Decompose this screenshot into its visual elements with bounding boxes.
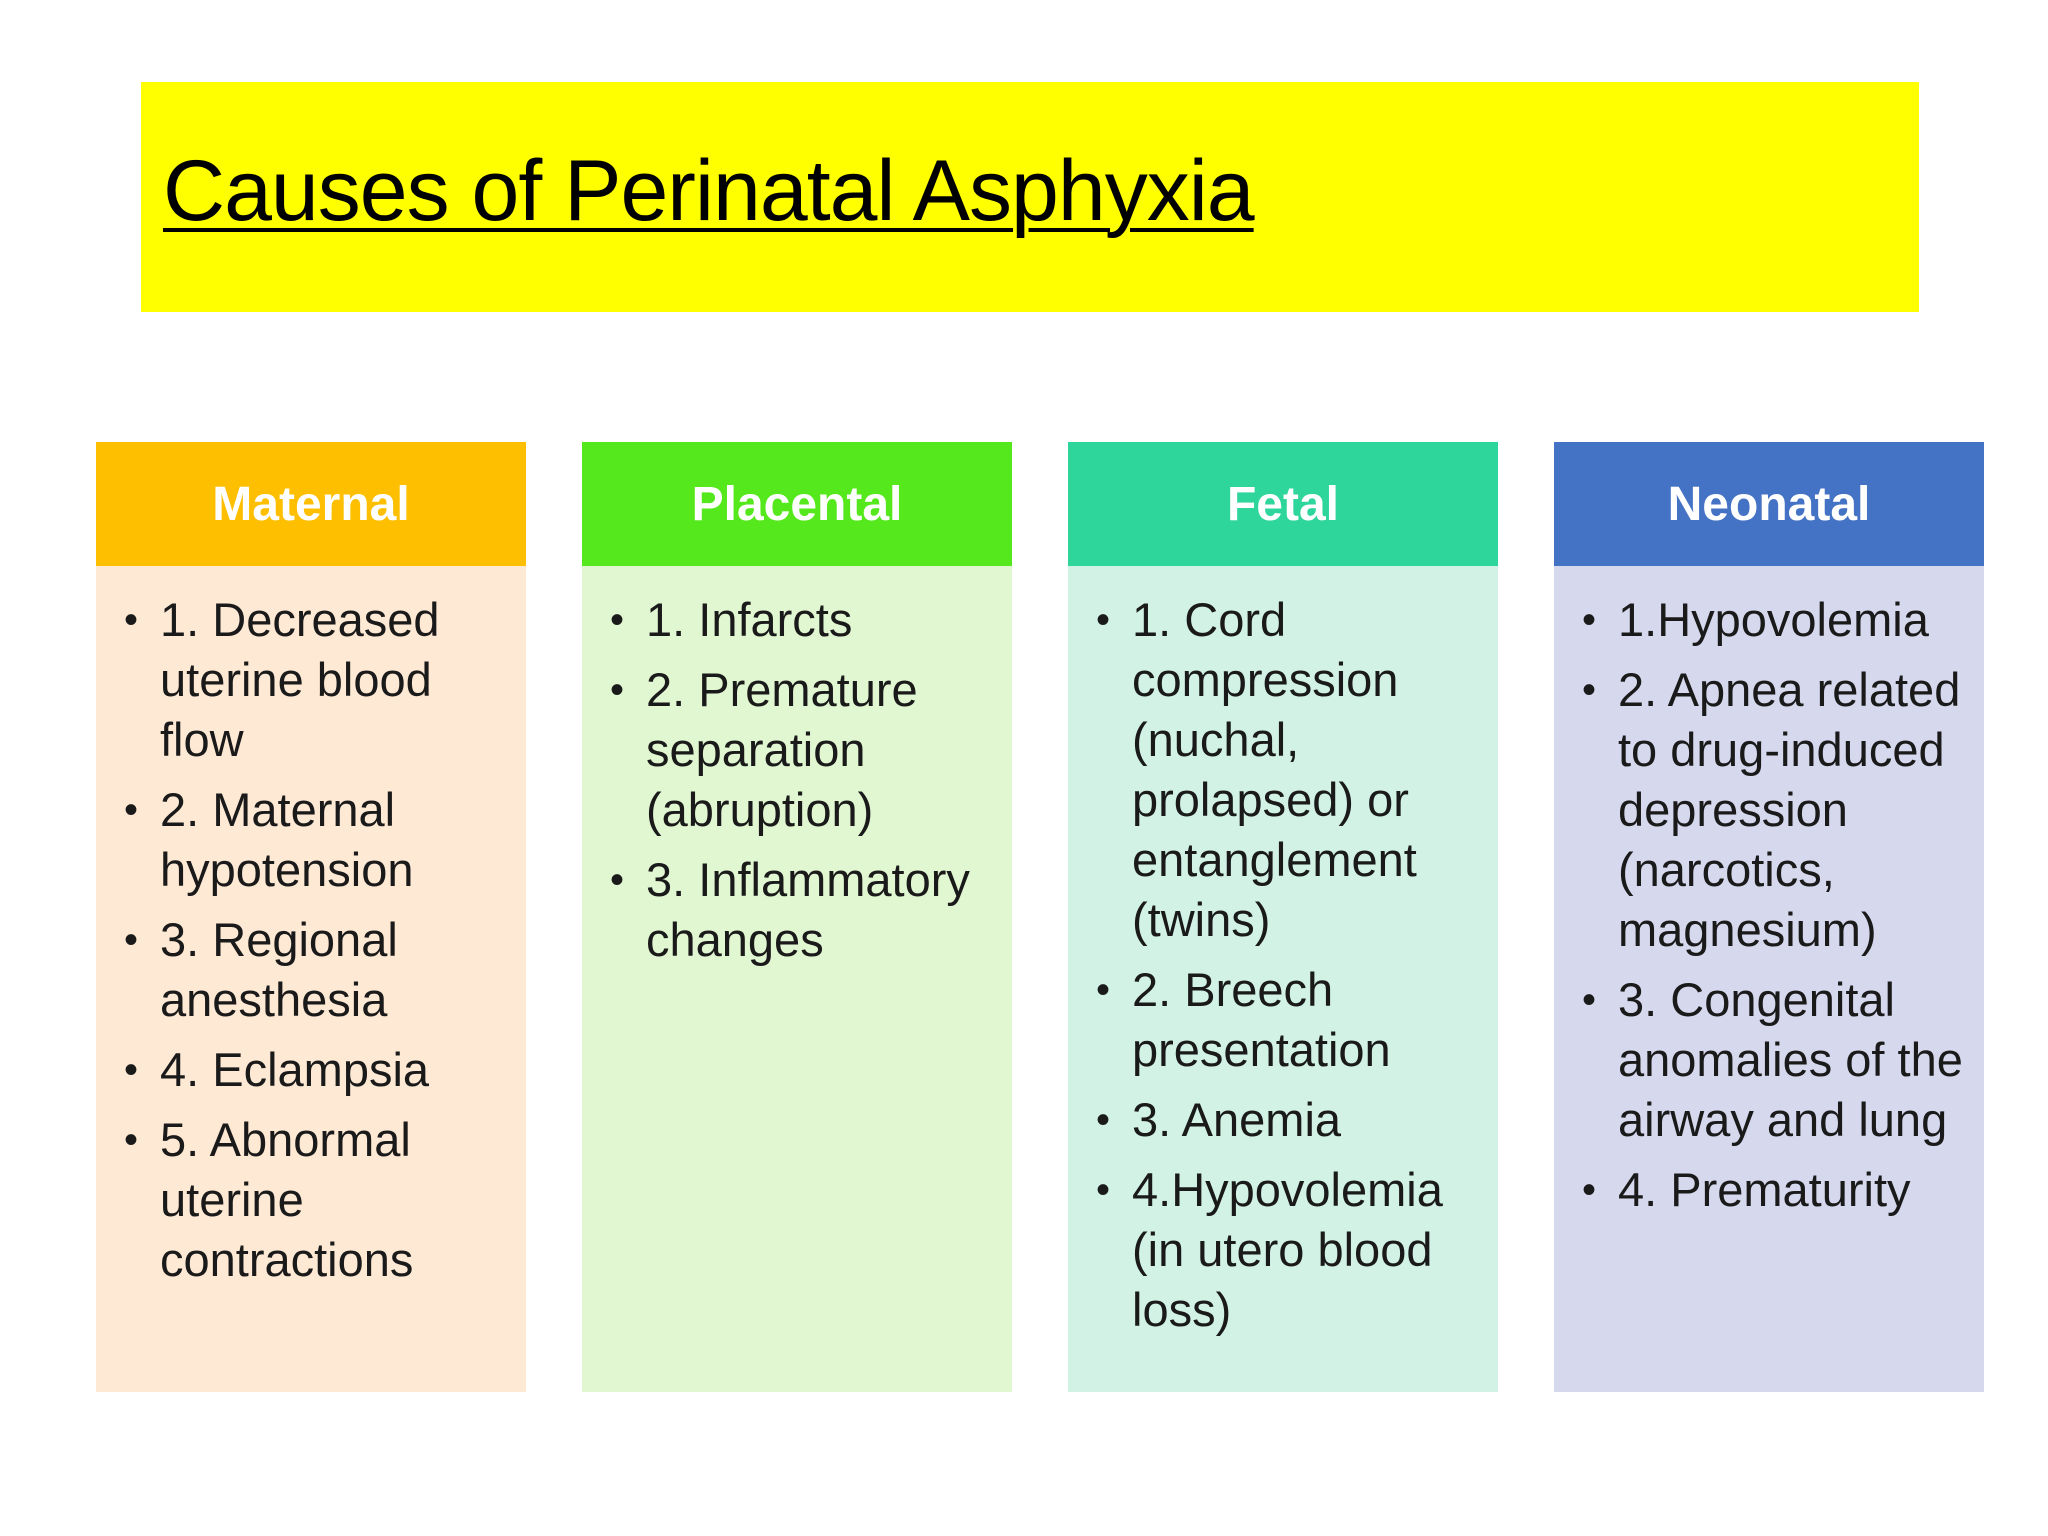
list-item: • 1.Hypovolemia bbox=[1554, 590, 1968, 650]
list-item: • 3. Inflammatory changes bbox=[582, 850, 996, 970]
neonatal-header: Neonatal bbox=[1554, 442, 1984, 566]
maternal-cause-list bbox=[96, 590, 510, 1290]
list-item: • 4.Hypovolemia (in utero blood loss) bbox=[1068, 1160, 1482, 1340]
list-item: • 3. Congenital anomalies of the airway and lung bbox=[1554, 970, 1968, 1150]
placental-header: Placental bbox=[582, 442, 1012, 566]
placental-body bbox=[582, 566, 1012, 1392]
maternal-body bbox=[96, 566, 526, 1392]
list-item: • 2. Apnea related to drug-induced depression (narcotics, magnesium) bbox=[1554, 660, 1968, 960]
fetal-column bbox=[1068, 442, 1498, 1392]
fetal-cause-list bbox=[1068, 590, 1482, 1340]
list-item: • 3. Regional anesthesia bbox=[96, 910, 510, 1030]
maternal-column bbox=[96, 442, 526, 1392]
list-item: • 4. Eclampsia bbox=[96, 1040, 510, 1100]
placental-column bbox=[582, 442, 1012, 1392]
list-item: • 3. Anemia bbox=[1068, 1090, 1482, 1150]
fetal-header: Fetal bbox=[1068, 442, 1498, 566]
maternal-header: Maternal bbox=[96, 442, 526, 566]
neonatal-column bbox=[1554, 442, 1984, 1392]
neonatal-cause-list bbox=[1554, 590, 1968, 1220]
list-item: • 2. Breech presentation bbox=[1068, 960, 1482, 1080]
placental-cause-list bbox=[582, 590, 996, 970]
fetal-body bbox=[1068, 566, 1498, 1392]
neonatal-body bbox=[1554, 566, 1984, 1392]
list-item: • 1. Decreased uterine blood flow bbox=[96, 590, 510, 770]
list-item: • 1. Infarcts bbox=[582, 590, 996, 650]
list-item: • 1. Cord compression (nuchal, prolapsed) or entanglement (twins) bbox=[1068, 590, 1482, 950]
list-item: • 2. Premature separation (abruption) bbox=[582, 660, 996, 840]
list-item: • 4. Prematurity bbox=[1554, 1160, 1968, 1220]
list-item: • 5. Abnormal uterine contractions bbox=[96, 1110, 510, 1290]
slide-title: Causes of Perinatal Asphyxia bbox=[163, 143, 1254, 239]
title-banner bbox=[141, 82, 1919, 312]
list-item: • 2. Maternal hypotension bbox=[96, 780, 510, 900]
